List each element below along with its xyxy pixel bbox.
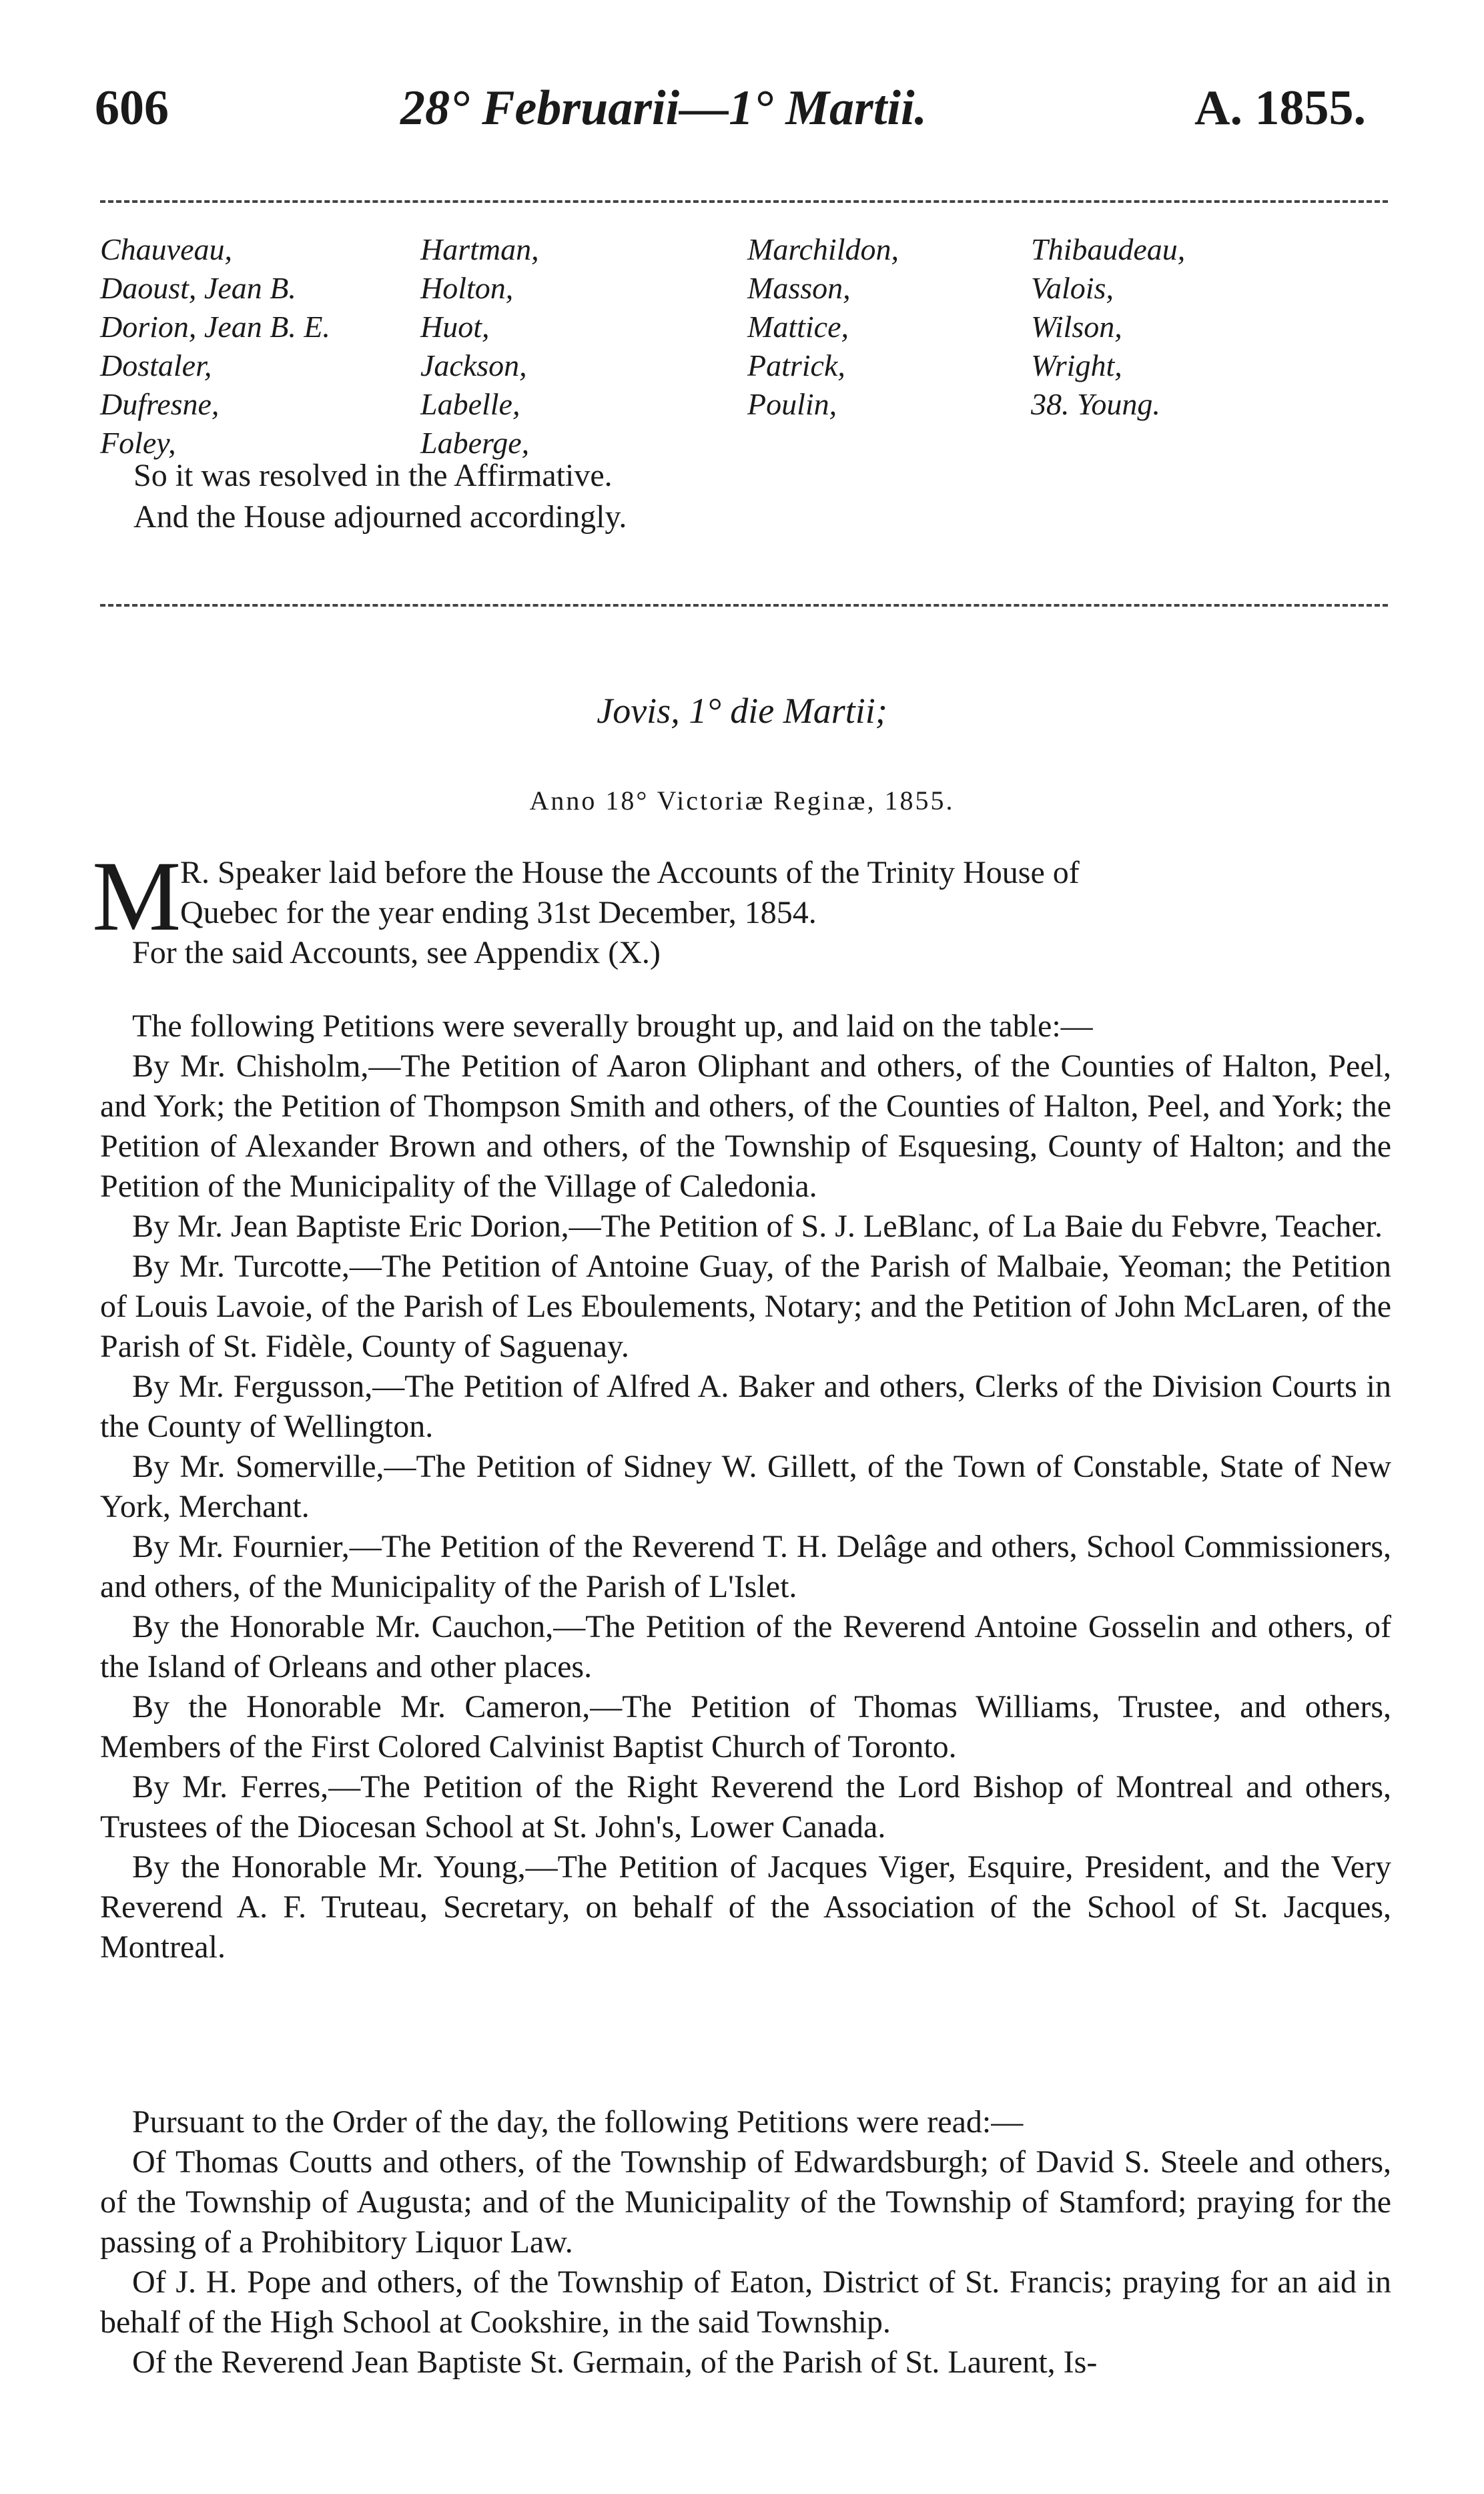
member-name: Dorion, Jean B. E. xyxy=(100,310,330,344)
petitions-read-section xyxy=(100,2102,1391,2383)
speaker-line-2: Quebec for the year ending 31st December, 1854. xyxy=(180,895,817,930)
member-name: Patrick, xyxy=(747,348,845,382)
member-name: Daoust, Jean B. xyxy=(100,271,296,305)
member-name: Dostaler, xyxy=(100,348,212,382)
member-name: Holton, xyxy=(420,271,514,305)
member-name: Thibaudeau, xyxy=(1031,232,1186,266)
member-name: Masson, xyxy=(747,271,851,305)
page-number: 606 xyxy=(95,81,169,135)
member-name: Hartman, xyxy=(420,232,539,266)
member-name: Wright, xyxy=(1031,348,1122,382)
appendix-note xyxy=(100,933,1391,973)
running-header xyxy=(0,80,1484,153)
member-name: Chauveau, xyxy=(100,232,233,266)
member-name: Poulin, xyxy=(747,387,837,421)
petition-entry: By Mr. Jean Baptiste Eric Dorion,—The Petition of S. J. LeBlanc, of La Baie du Febvre, Teacher. xyxy=(132,1209,1383,1244)
petitions-read-intro: Pursuant to the Order of the day, the following Petitions were read:— xyxy=(132,2104,1024,2140)
drop-cap: M xyxy=(92,841,181,952)
adjourned-line: And the House adjourned accordingly. xyxy=(133,499,627,535)
appendix-reference: For the said Accounts, see Appendix (X.) xyxy=(132,935,661,970)
division-column-4 xyxy=(1031,230,1185,424)
member-name: Foley, xyxy=(100,426,176,460)
member-name: Marchildon, xyxy=(747,232,899,266)
speaker-paragraph xyxy=(180,853,1391,933)
petition-entry: By Mr. Chisholm,—The Petition of Aaron Oliphant and others, of the Counties of Halton, Peel, and York; the Petition of Thompson Smith and others, of the Counties of Halton, Peel, and York; the Petition of Alexander Brown and others, of the Township of Esquesing, County of Halton; and the Petition of the Municipality of the Village of Caledonia. xyxy=(100,1048,1391,1204)
header-year: A. 1855. xyxy=(1194,81,1366,135)
petition-entry: By Mr. Somerville,—The Petition of Sidney W. Gillett, of the Town of Constable, State of New York, Merchant. xyxy=(100,1449,1391,1524)
division-column-2 xyxy=(420,230,539,462)
member-name: Valois, xyxy=(1031,271,1114,305)
petition-entry: By Mr. Ferres,—The Petition of the Right Reverend the Lord Bishop of Montreal and others, Trustees of the Diocesan School at St. John's, Lower Canada. xyxy=(100,1769,1391,1845)
member-name: Laberge, xyxy=(420,426,530,460)
petition-entry: By Mr. Turcotte,—The Petition of Antoine Guay, of the Parish of Malbaie, Yeoman; the Petition of Louis Lavoie, of the Parish of Les Eboulements, Notary; and the Petition of John McLaren, of the Parish of St. Fidèle, County of Saguenay. xyxy=(100,1249,1391,1364)
member-name: Wilson, xyxy=(1031,310,1122,344)
day-heading: Jovis, 1° die Martii; xyxy=(597,691,887,731)
member-name: Huot, xyxy=(420,310,490,344)
resolved-line: So it was resolved in the Affirmative. xyxy=(133,458,613,493)
member-name: 38. Young. xyxy=(1031,387,1160,421)
regnal-year-heading: Anno 18° Victoriæ Reginæ, 1855. xyxy=(529,786,955,816)
member-name: Dufresne, xyxy=(100,387,220,421)
division-column-3 xyxy=(747,230,899,424)
petition-read-entry: Of the Reverend Jean Baptiste St. Germain, of the Parish of St. Laurent, Is- xyxy=(132,2345,1098,2380)
division-column-1 xyxy=(100,230,330,462)
petition-entry: By Mr. Fergusson,—The Petition of Alfred A. Baker and others, Clerks of the Division Courts in the County of Wellington. xyxy=(100,1369,1391,1444)
petition-entry: By the Honorable Mr. Cameron,—The Petition of Thomas Williams, Trustee, and others, Members of the First Colored Calvinist Baptist Church of Toronto. xyxy=(100,1689,1391,1765)
header-rule xyxy=(100,200,1388,203)
member-name: Labelle, xyxy=(420,387,520,421)
petition-read-entry: Of Thomas Coutts and others, of the Township of Edwardsburgh; of David S. Steele and others, of the Township of Augusta; and of the Municipality of the Township of Stamford; praying for the passing of a Prohibitory Liquor Law. xyxy=(100,2144,1391,2260)
header-date: 28° Februarii—1° Martii. xyxy=(400,81,928,135)
petitions-intro: The following Petitions were severally brought up, and laid on the table:— xyxy=(132,1008,1093,1044)
petition-entry: By Mr. Fournier,—The Petition of the Reverend T. H. Delâge and others, School Commissioners, and others, of the Municipality of the Parish of L'Islet. xyxy=(100,1529,1391,1604)
speaker-line-1: R. Speaker laid before the House the Accounts of the Trinity House of xyxy=(180,855,1080,890)
member-name: Mattice, xyxy=(747,310,849,344)
petition-entry: By the Honorable Mr. Young,—The Petition of Jacques Viger, Esquire, President, and the Very Reverend A. F. Truteau, Secretary, on behalf of the Association of the School of St. Jacques, Montreal. xyxy=(100,1849,1391,1965)
member-name: Jackson, xyxy=(420,348,527,382)
petition-read-entry: Of J. H. Pope and others, of the Township of Eaton, District of St. Francis; praying for an aid in behalf of the High School at Cookshire, in the said Township. xyxy=(100,2264,1391,2340)
petitions-brought-section xyxy=(100,1006,1391,1967)
section-rule xyxy=(100,604,1388,607)
petition-entry: By the Honorable Mr. Cauchon,—The Petition of the Reverend Antoine Gosselin and others, of the Island of Orleans and other places. xyxy=(100,1609,1391,1684)
